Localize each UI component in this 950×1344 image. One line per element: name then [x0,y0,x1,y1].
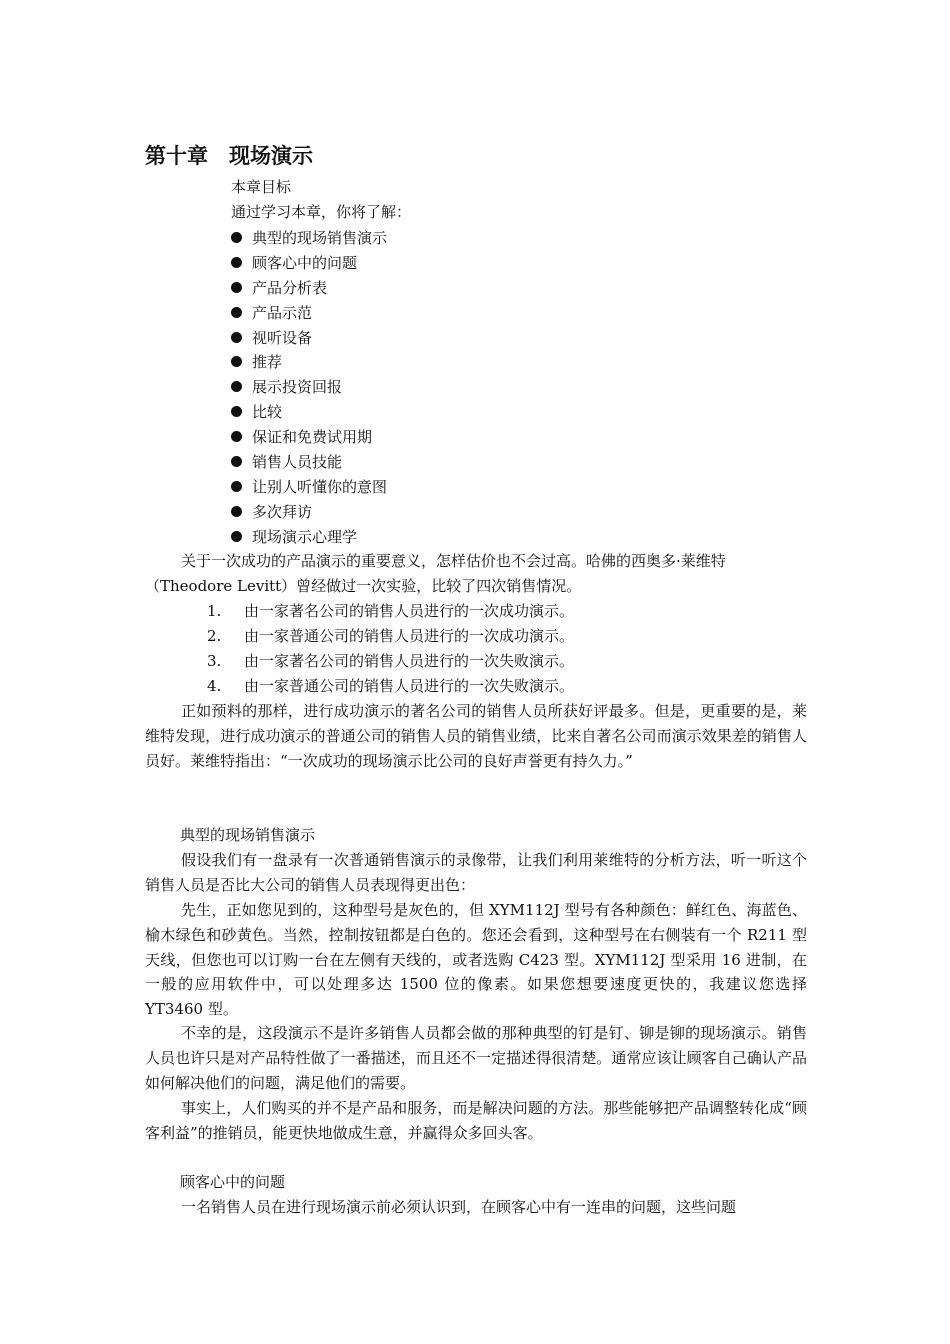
bullet-icon [231,307,242,318]
chapter-title: 第十章 现场演示 [145,144,313,168]
section-heading: 典型的现场销售演示 [180,826,316,844]
section1-paragraph2: 先生，正如您见到的，这种型号是灰色的，但 XYM112J 型号有各种颜色：鲜红色、海蓝色、榆木绿色和砂黄色。当然，控制按钮都是白色的。您还会看到，这种型号在右侧装有一个 R211 型天线，但您也可以订购一台在左侧有天线的，或者选购 C423 型。XYM112J 型采用 16 进制，在一般的应用软件中，可以处理多达 1500 位的像素。如果您想要速度更快的，我建议您选择 YT3460 型。 [145,901,807,1019]
list-item: 2. 由一家普通公司的销售人员进行的一次成功演示。 [207,626,575,645]
section2-paragraph1: 一名销售人员在进行现场演示前必须认识到，在顾客心中有一连串的问题，这些问题 [181,1198,737,1216]
bullet-icon [231,332,242,343]
result-paragraph: 正如预料的那样，进行成功演示的著名公司的销售人员所获好评最多。但是，更重要的是，莱维特发现，进行成功演示的普通公司的销售人员的销售业绩，比来自著名公司而演示效果差的销售人员好。莱维特指出：“一次成功的现场演示比公司的良好声誉更有持久力。” [145,702,807,770]
list-item: 典型的现场销售演示 [231,228,387,253]
list-item: 现场演示心理学 [231,527,387,552]
list-item: 视听设备 [231,328,387,353]
list-item: 比较 [231,402,387,427]
bullet-icon [231,282,242,293]
bullet-icon [231,481,242,492]
bullet-icon [231,506,242,517]
section-heading: 顾客心中的问题 [180,1173,286,1191]
list-item: 产品分析表 [231,278,387,303]
list-item: 销售人员技能 [231,452,387,477]
list-item: 4. 由一家普通公司的销售人员进行的一次失败演示。 [207,676,575,695]
list-item: 展示投资回报 [231,377,387,402]
list-item: 3. 由一家著名公司的销售人员进行的一次失败演示。 [207,651,575,670]
bullet-icon [231,456,242,467]
objectives-heading: 本章目标 [231,178,292,196]
bullet-icon [231,381,242,392]
list-item: 产品示范 [231,303,387,328]
list-item: 让别人听懂你的意图 [231,477,387,502]
bullet-icon [231,406,242,417]
section1-paragraph4: 事实上，人们购买的并不是产品和服务，而是解决问题的方法。那些能够把产品调整转化成“顾客利益”的推销员，能更快地做成生意，并赢得众多回头客。 [145,1099,807,1142]
experiment-list [207,601,574,701]
bullet-icon [231,431,242,442]
objectives-intro: 通过学习本章，你将了解： [231,203,412,221]
list-item: 顾客心中的问题 [231,253,387,278]
bullet-icon [231,356,242,367]
bullet-icon [231,232,242,243]
objectives-list [231,228,387,552]
list-item: 推荐 [231,352,387,377]
bullet-icon [231,531,242,542]
section1-paragraph1: 假设我们有一盘录有一次普通销售演示的录像带，让我们利用莱维特的分析方法，听一听这个销售人员是否比大公司的销售人员表现得更出色： [145,851,807,894]
list-item: 1. 由一家著名公司的销售人员进行的一次成功演示。 [207,602,575,620]
bullet-icon [231,257,242,268]
intro-paragraph-line1: 关于一次成功的产品演示的重要意义，怎样估价也不会过高。哈佛的西奥多·莱维特 [181,552,726,570]
list-item: 保证和免费试用期 [231,427,387,452]
intro-paragraph-line2: （Theodore Levitt）曾经做过一次实验，比较了四次销售情况。 [145,577,582,595]
section1-paragraph3: 不幸的是，这段演示不是许多销售人员都会做的那种典型的钉是钉、铆是铆的现场演示。销售人员也许只是对产品特性做了一番描述，而且还不一定描述得很清楚。通常应该让顾客自己确认产品如何解决他们的问题，满足他们的需要。 [145,1024,807,1092]
list-item: 多次拜访 [231,502,387,527]
